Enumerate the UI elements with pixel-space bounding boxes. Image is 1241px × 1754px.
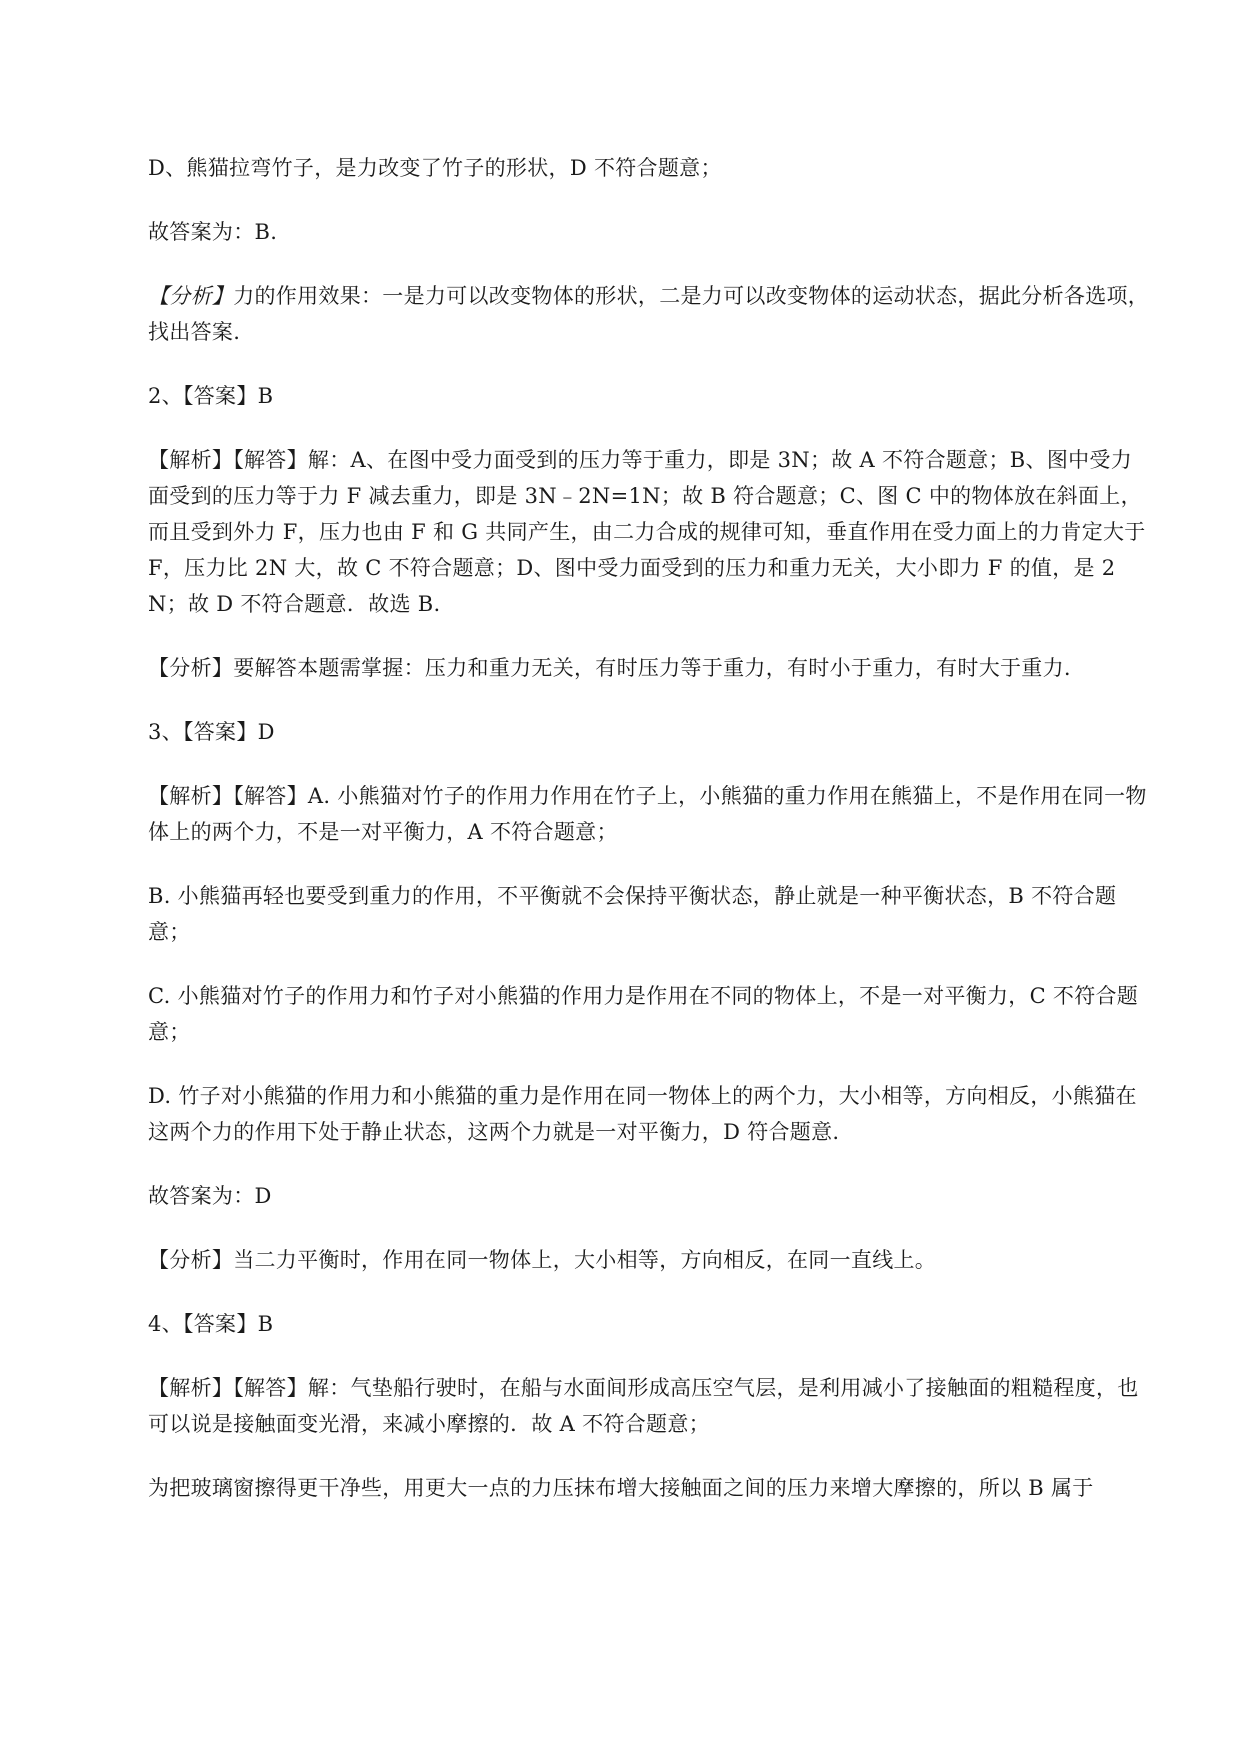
paragraph-5: 【解析】【解答】解：A、在图中受力面受到的压力等于重力，即是 3N；故 A 不符合题意；B、图中受力面受到的压力等于力 F 减去重力，即是 3N﹣2N=1N；故 B 符合题意；C、图 C 中的物体放在斜面上，而且受到外力 F，压力也由 F 和 G 共同产生，由二力合成的规律可知，垂直作用在受力面上的力肯定大于 F，压力比 2N 大，故 C 不符合题意；D、图中受力面受到的压力和重力无关，大小即力 F 的值，是 2N；故 D 不符合题意．故选 B.: [148, 448, 1146, 616]
paragraph-10: C. 小熊猫对竹子的作用力和竹子对小熊猫的作用力是作用在不同的物体上，不是一对平衡力，C 不符合题意；: [148, 984, 1139, 1044]
paragraph-1: D、熊猫拉弯竹子，是力改变了竹子的形状，D 不符合题意；: [148, 156, 722, 180]
paragraph-12: 故答案为：D: [148, 1184, 272, 1208]
paragraph-7: 3、【答案】D: [148, 720, 275, 744]
paragraph-8: 【解析】【解答】A. 小熊猫对竹子的作用力作用在竹子上，小熊猫的重力作用在熊猫上，不是作用在同一物体上的两个力，不是一对平衡力，A 不符合题意；: [148, 784, 1147, 844]
paragraph-4: 2、【答案】B: [148, 384, 274, 408]
paragraph-14: 4、【答案】B: [148, 1312, 274, 1336]
paragraph-16: 为把玻璃窗擦得更干净些，用更大一点的力压抹布增大接触面之间的压力来增大摩擦的，所以 B 属于: [148, 1476, 1094, 1500]
analysis-label: 【分析】: [148, 284, 234, 308]
paragraph-3: [148, 278, 1150, 350]
paragraph-9: B. 小熊猫再轻也要受到重力的作用，不平衡就不会保持平衡状态，静止就是一种平衡状态，B 不符合题意；: [148, 884, 1117, 944]
paragraph-2: 故答案为：B.: [148, 220, 278, 244]
paragraph-15: 【解析】【解答】解：气垫船行驶时，在船与水面间形成高压空气层，是利用减小了接触面的粗糙程度，也可以说是接触面变光滑，来减小摩擦的．故 A 不符合题意；: [148, 1376, 1139, 1436]
paragraph-13: 【分析】当二力平衡时，作用在同一物体上，大小相等，方向相反，在同一直线上。: [148, 1248, 937, 1272]
paragraph-11: D. 竹子对小熊猫的作用力和小熊猫的重力是作用在同一物体上的两个力，大小相等，方向相反，小熊猫在这两个力的作用下处于静止状态，这两个力就是一对平衡力，D 符合题意.: [148, 1084, 1137, 1144]
paragraph-6: 【分析】要解答本题需掌握：压力和重力无关，有时压力等于重力，有时小于重力，有时大于重力.: [148, 656, 1071, 680]
paragraph-3-text: 力的作用效果：一是力可以改变物体的形状，二是力可以改变物体的运动状态，据此分析各选项，找出答案.: [148, 284, 1150, 344]
document-page: [148, 150, 1150, 1534]
